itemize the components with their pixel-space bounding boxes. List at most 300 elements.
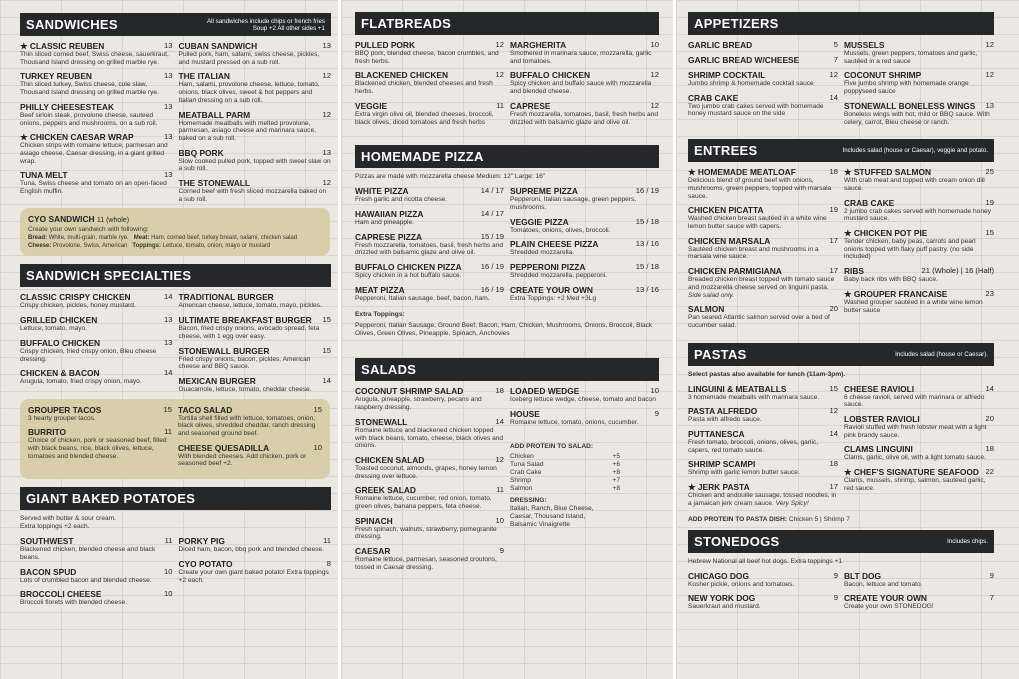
section-title: ENTREES (694, 143, 758, 159)
item-price: 17 (829, 266, 838, 276)
item-name: COCONUT SHRIMP SALAD (355, 386, 464, 397)
item-price: 18 (495, 386, 504, 396)
menu-item (355, 186, 504, 204)
item-name: STONEWALL (355, 416, 408, 427)
cyo-title (28, 214, 129, 226)
item-description: Homemade meatballs with melted provolone, parmesan, asiago cheese and marinara sauce, baked on a sub roll. (178, 119, 316, 142)
menu-item (179, 148, 332, 173)
menu-item (844, 414, 994, 439)
item-price: 13 (164, 132, 173, 142)
appetizers-right (844, 40, 994, 131)
item-note: Very Spicy! (775, 499, 809, 507)
protein-name: Chicken (510, 452, 534, 460)
item-price: 12 (829, 406, 838, 416)
item-description: Blackened chicken, blended cheeses and fresh herbs. (355, 80, 493, 96)
item-price: 13 (322, 41, 331, 50)
menu-item (688, 571, 838, 589)
item-name: ★ JERK PASTA (688, 482, 750, 493)
item-name: BROCCOLI CHEESE (20, 589, 102, 600)
menu-item (179, 292, 332, 310)
menu-item (844, 228, 994, 261)
item-description: Tortilla shell filled with lettuce, tomatoes, onion, black olives, shredded cheddar, ranch dressing and seasoned ground beef. (178, 414, 316, 438)
cyo-options-1 (28, 234, 322, 242)
item-price: 12 (985, 70, 994, 80)
item-price: 14 (164, 368, 173, 378)
sub-line: Served with butter & sour cream. (20, 515, 117, 523)
item-name: SPINACH (355, 515, 393, 526)
menu-item (20, 315, 173, 333)
item-description: Fried crispy onions, bacon, pickles, American cheese and BBQ sauce. (178, 355, 311, 371)
item-price: 14 (829, 429, 838, 439)
menu-item (688, 406, 838, 424)
item-description: BBQ pork, blended cheese, bacon crumbles, and fresh herbs. (355, 50, 499, 65)
item-description: Romaine lettuce, tomato, onions, cucumber. (510, 419, 639, 427)
item-price: 9 (989, 570, 994, 580)
section-header-stonedogs (688, 530, 994, 553)
item-price: 15 / 19 (480, 231, 504, 241)
item-name: SHRIMP SCAMPI (688, 459, 756, 470)
menu-item (355, 417, 504, 450)
item-price: 8 (326, 558, 331, 568)
item-price: 17 (829, 235, 838, 245)
item-name: CHICKEN PICATTA (688, 205, 764, 216)
item-description: Bacon, fried crispy onions, avocado spread, feta cheese, with 1 egg over easy. (178, 325, 320, 340)
item-description: 2 jumbo crab cakes served with homemade honey mustard sauce. (844, 207, 991, 223)
item-name: HOUSE (510, 409, 540, 420)
item-name: PASTA ALFREDO (688, 406, 758, 417)
item-price: 10 (495, 515, 504, 525)
item-description: Chicken strips with romaine lettuce, parmesan and asiago cheese, Caesar dressing, in a giant grilled wrap. (20, 142, 168, 165)
protein-price: +8 (612, 468, 620, 476)
section-title: SANDWICHES (26, 17, 118, 32)
item-name: GARLIC BREAD W/CHEESE (688, 55, 800, 65)
protein-option (510, 477, 620, 485)
flatbreads-right (510, 40, 659, 131)
item-description: Mussels, green peppers, tomatoes and garlic, sautéed in a red sauce (844, 50, 978, 65)
item-description: Clams, mussels, shrimp, salmon, sauteed garlic, red sauce. (844, 477, 986, 492)
menu-item (510, 70, 659, 95)
salad-protein-list (510, 453, 620, 493)
item-price: 16 / 19 (480, 262, 504, 272)
item-price: 7 (989, 593, 994, 603)
item-name: PULLED PORK (355, 40, 416, 50)
item-name: MARGHERITA (510, 40, 567, 50)
pastas-left (688, 384, 838, 513)
item-name: CHICAGO DOG (688, 570, 749, 581)
menu-item (355, 455, 504, 480)
item-name: ★ CHEF'S SIGNATURE SEAFOOD (844, 467, 979, 478)
item-name: BBQ PORK (178, 147, 224, 158)
item-description: Thin sliced corned beef, Swiss cheese, sauerkraut, Thousand Island dressing on grilled marble rye. (20, 51, 169, 66)
tacos-left (28, 405, 172, 474)
cyo-name: CYO SANDWICH (28, 214, 95, 225)
item-price: 15 (313, 404, 322, 414)
item-name: BURRITO (28, 427, 66, 438)
menu-item (688, 429, 838, 454)
section-note: Includes salad (house or Caesar), veggie and potato. (842, 147, 988, 155)
menu-item (844, 384, 994, 409)
item-description: Lettuce, tomato, mayo. (20, 325, 88, 333)
menu-item (355, 386, 504, 411)
menu-item (844, 40, 994, 65)
item-name: PLAIN CHEESE PIZZA (510, 239, 599, 250)
pastas-right (844, 384, 994, 513)
item-name: GRILLED CHICKEN (20, 315, 98, 326)
item-description: Tomatoes, onions, olives, broccoli. (510, 226, 611, 234)
protein-name: Shrimp (510, 476, 531, 484)
section-header-pastas (688, 343, 994, 366)
item-name: RIBS (844, 266, 865, 277)
item-description: Washed grouper sautéed in a white wine lemon butter sauce (844, 298, 983, 314)
item-name: ★ STUFFED SALMON (844, 167, 932, 178)
item-price: 13 / 16 (635, 239, 659, 249)
item-price: 9 (654, 409, 659, 419)
item-price: 19 (829, 205, 838, 215)
item-description: Pepperoni, Italian sausage, green peppers, mushrooms. (510, 196, 637, 211)
item-name: CHICKEN & BACON (20, 368, 100, 379)
item-name: SHRIMP COCKTAIL (688, 70, 766, 80)
item-price: 13 (164, 41, 173, 50)
item-name: NEW YORK DOG (688, 593, 756, 604)
menu-item (510, 40, 659, 65)
menu-item (355, 262, 504, 280)
pastas-subtitle: Select pastas also available for lunch (11am-3pm). (688, 370, 846, 378)
stonedogs-subtitle: Hebrew National all beef hot dogs. Extra toppings +1 (688, 557, 843, 565)
section-note: Includes chips. (947, 537, 988, 545)
sub-line: Extra toppings +2 each. (20, 523, 90, 531)
item-name: SUPREME PIZZA (510, 186, 578, 197)
item-description: Extra virgin olive oil, blended cheeses, broccoli, black olives, diced tomatoes and fresh herbs (355, 110, 494, 126)
note-line: All sandwiches include chips or french fries (207, 17, 325, 25)
menu-item (20, 102, 173, 127)
item-name: GREEK SALAD (355, 485, 416, 496)
menu-item (844, 167, 994, 192)
pizza-right (510, 186, 659, 307)
protein-price: +7 (612, 476, 620, 484)
section-header-potatoes (20, 487, 331, 510)
item-price: 12 (650, 100, 659, 110)
item-name: CUBAN SANDWICH (178, 41, 258, 51)
item-description: Thin sliced turkey, Swiss cheese, cole slaw, Thousand Island dressing on grilled marble rye. (20, 81, 159, 97)
item-description: Ham and pineapple. (355, 218, 415, 226)
item-name: ULTIMATE BREAKFAST BURGER (178, 315, 312, 326)
item-description: Tuna, Swiss cheese and tomato on an open-faced English muffin. (20, 180, 167, 196)
item-description: Crispy chicken, fried crispy onion, Bleu cheese dressing. (20, 347, 157, 363)
item-price: 13 (985, 100, 994, 110)
item-name: ★ GROUPER FRANCAISE (844, 288, 948, 299)
item-price: 5 (833, 40, 838, 49)
item-description: Broccoli florets with blended cheese. (20, 599, 128, 607)
cyo-sandwich-box (20, 208, 330, 256)
item-name: CAESAR (355, 546, 391, 557)
item-name: TACO SALAD (178, 404, 233, 415)
menu-item (178, 405, 322, 438)
specialties-right (179, 292, 332, 398)
item-price (328, 292, 331, 302)
item-description: Washed chicken breast sautéed in a white wine lemon butter sauce with capers. (688, 215, 827, 231)
salad-protein-title: ADD PROTEIN TO SALAD: (510, 442, 594, 450)
dressing-title: DRESSING: (510, 496, 547, 504)
menu-panel-left (0, 0, 338, 679)
item-description: 3 hearty grouper tacos. (28, 414, 96, 422)
menu-item (688, 236, 838, 261)
item-name: MUSSELS (844, 40, 885, 50)
menu-item (355, 232, 504, 257)
item-description: Lots of crumbled bacon and blended cheese. (20, 576, 152, 584)
item-name: GARLIC BREAD (688, 40, 753, 50)
item-price: 13 (164, 337, 173, 347)
item-description: Toasted coconut, almonds, grapes, honey lemon dressing over lettuce. (355, 464, 497, 480)
item-price: 12 (985, 40, 994, 49)
item-description: Ravioli stuffed with fresh lobster meat with a light pink brandy sauce. (844, 424, 987, 439)
pizza-left (355, 186, 504, 307)
item-name: CRAB CAKE (688, 92, 739, 103)
menu-item (510, 386, 659, 404)
item-price: 15 / 18 (635, 216, 659, 226)
item-name: CREATE YOUR OWN (510, 284, 593, 295)
item-name: LINGUINI & MEATBALLS (688, 383, 787, 394)
item-name: TRADITIONAL BURGER (178, 292, 274, 303)
menu-item (844, 571, 994, 589)
pasta-protein-values: Chicken 5 | Shrimp 7 (788, 515, 850, 523)
menu-item (179, 71, 332, 104)
menu-item (688, 55, 838, 65)
section-title: APPETIZERS (694, 16, 779, 31)
item-description: 6 cheese ravioli, served with marinara or alfredo sauce. (844, 393, 985, 409)
item-name: HAWAIIAN PIZZA (355, 208, 424, 219)
menu-item (510, 409, 659, 427)
sandwiches-right (179, 41, 332, 208)
item-name: CHICKEN SALAD (355, 454, 425, 465)
item-name: ★ CHICKEN CAESAR WRAP (20, 132, 134, 143)
item-price: 12 (322, 71, 331, 81)
item-price: 17 (829, 482, 838, 492)
item-description: Shredded mozzarella, pepperoni. (510, 272, 608, 280)
protein-option (510, 485, 620, 493)
section-header-entrees (688, 139, 994, 162)
item-price: 12 (829, 70, 838, 79)
item-name: SOUTHWEST (20, 536, 74, 547)
item-description: Fresh garlic and ricotta cheese. (355, 196, 447, 204)
menu-item (179, 41, 332, 66)
menu-item (355, 40, 504, 65)
item-price: 18 (829, 459, 838, 469)
item-description: Bacon, lettuce and tomato. (844, 580, 923, 588)
item-price: 16 / 19 (635, 186, 659, 196)
item-price: 10 (313, 442, 322, 452)
item-name: SALMON (688, 304, 725, 315)
protein-option (510, 469, 620, 477)
salads-right (510, 386, 659, 426)
toppings-label: Toppings: (132, 243, 161, 250)
menu-item (355, 70, 504, 95)
item-description: Create your own giant baked potato! Extra toppings +2 each. (178, 568, 329, 584)
item-name: GROUPER TACOS (28, 404, 102, 415)
section-title: STONEDOGS (694, 533, 780, 549)
item-price: 11 (164, 536, 173, 546)
item-description: Beef sirloin steak, provolone cheese, sauteed onions, peppers and mushrooms, on a sub roll. (20, 111, 158, 127)
item-name: CYO POTATO (178, 558, 233, 569)
item-price: 12 (495, 40, 504, 49)
item-note: Side salad only. (688, 291, 735, 299)
note-line: Soup +2 All other sides +1 (252, 24, 325, 32)
cyo-price: 11 (whole) (96, 217, 130, 225)
menu-item (844, 101, 994, 126)
item-price: 12 (322, 109, 331, 119)
protein-option (510, 453, 620, 461)
protein-option (510, 461, 620, 469)
item-name: BUFFALO CHICKEN PIZZA (355, 262, 462, 273)
extra-toppings-title: Extra Toppings: (355, 311, 405, 319)
pizza-subtitle: Pizzas are made with mozzarella cheese Medium: 12" Large: 16" (355, 173, 546, 181)
appetizers-left (688, 40, 838, 131)
meat-label: Meat: (133, 235, 150, 242)
menu-item (844, 593, 994, 611)
bread-value: White, multi-grain, marble rye. (48, 235, 129, 242)
item-description: Create your own STONEDOG! (844, 603, 934, 611)
item-price: 12 (650, 70, 659, 80)
menu-item (510, 217, 659, 235)
pasta-protein (688, 516, 994, 524)
stonedogs-left (688, 571, 838, 616)
menu-item (688, 482, 838, 507)
menu-item (20, 589, 173, 607)
item-name: PEPPERONI PIZZA (510, 262, 586, 273)
item-price: 9 (833, 593, 838, 603)
item-name: LOBSTER RAVIOLI (844, 414, 920, 425)
item-price: 10 (650, 386, 659, 396)
item-price: 7 (833, 55, 838, 64)
item-name: COCONUT SHRIMP (844, 70, 922, 81)
item-description: With crab meat and topped with cream onion dill sauce. (844, 177, 985, 192)
protein-name: Tuna Salad (510, 460, 544, 468)
item-name: CHEESE QUESADILLA (178, 442, 270, 453)
menu-item (844, 266, 994, 284)
item-description: Tender chicken, baby peas, carrots and pearl onions topped with flaky puff pastry. (no side included) (844, 238, 976, 261)
item-price: 12 (495, 70, 504, 80)
item-price: 13 / 16 (635, 284, 659, 294)
menu-item (355, 209, 504, 227)
protein-name: Salmon (510, 484, 533, 492)
item-price: 15 (322, 345, 331, 355)
cyo-subtitle: Create your own sandwich with following: (28, 226, 149, 234)
item-name: CHICKEN PARMIGIANA (688, 266, 782, 277)
item-description: Guacamole, lettuce, tomato, cheddar cheese. (178, 385, 312, 393)
item-name: BACON SPUD (20, 566, 77, 577)
item-name: BLT DOG (844, 570, 882, 581)
protein-price: +5 (612, 452, 620, 460)
protein-name: Crab Cake (510, 468, 542, 476)
item-price: 14 (985, 383, 994, 393)
item-name: BUFFALO CHICKEN (20, 337, 101, 348)
item-price: 11 (323, 536, 331, 546)
item-name: MEATBALL PARM (178, 109, 251, 120)
menu-item (20, 338, 173, 363)
item-description: Fresh tomato, broccoli, onions, olives, garlic, capers, red tomato sauce. (688, 439, 819, 454)
item-name: CHEESE RAVIOLI (844, 383, 915, 394)
item-price: 18 (985, 444, 994, 454)
menu-item (844, 198, 994, 223)
specialties-left (20, 292, 173, 398)
menu-item (688, 384, 838, 402)
item-description: Pasta with alfredo sauce. (688, 416, 762, 424)
item-description: American cheese, lettuce, tomato, mayo, pickles. (178, 302, 322, 310)
section-title: SANDWICH SPECIALTIES (26, 268, 192, 284)
item-description: Extra Toppings: +2 Med +3Lg (510, 294, 597, 302)
item-price: 15 (985, 228, 994, 238)
entrees-left (688, 167, 838, 334)
menu-item (844, 444, 994, 462)
item-price: 11 (164, 427, 172, 437)
item-price: 18 (829, 167, 838, 177)
cheese-value: Provolone, Swiss, American (53, 243, 128, 250)
item-name: LOADED WEDGE (510, 386, 580, 397)
section-header-salads (355, 358, 659, 381)
menu-item (179, 110, 332, 143)
menu-item (179, 559, 332, 584)
menu-item (688, 167, 838, 200)
menu-item (28, 405, 172, 423)
section-header-appetizers (688, 12, 994, 35)
item-description: Delicious blend of ground beef with onions, mushrooms, green peppers, topped with marsala sauce. (688, 177, 832, 200)
section-header-flatbreads (355, 12, 659, 35)
menu-item (688, 304, 838, 329)
item-name: ★ HOMEMADE MEATLOAF (688, 167, 796, 178)
item-name: PORKY PIG (178, 536, 225, 547)
section-header-sandwiches (20, 13, 331, 36)
item-description: Sauerkraut and mustard. (688, 603, 761, 611)
item-price: 12 (322, 178, 331, 188)
item-name: MEXICAN BURGER (178, 375, 256, 386)
dressing-list: Italian, Ranch, Blue Cheese, Caesar, Thousand Island, Balsamic Vinaigrette (510, 504, 594, 528)
item-name: BUFFALO CHICKEN (510, 70, 591, 81)
protein-price: +6 (612, 460, 620, 468)
section-title: SALADS (361, 362, 417, 378)
item-name: PHILLY CHEESESTEAK (20, 101, 115, 112)
item-description: 3 homemade meatballs with marinara sauce. (688, 393, 820, 401)
item-price: 13 (322, 147, 331, 157)
item-description: Fresh spinach, walnuts, strawberry, pomegranite dressing. (355, 525, 497, 541)
item-description: Breaded chicken breast topped with tomato sauce and mozzarella cheese served on linguini pasta. (688, 276, 835, 291)
item-description: Iceberg lettuce wedge, cheese, tomato and bacon (510, 396, 656, 404)
item-description: Clams, garlic, olive oil, with a light tomato sauce. (844, 454, 986, 462)
item-price: 14 (164, 292, 173, 302)
menu-item (20, 368, 173, 386)
item-description: Pan seared Atlantic salmon served over a bed of cucumber salad. (688, 314, 830, 329)
item-description: Boneless wings with hot, mild or BBQ sauce. With celery, carrot, Bleu cheese or ranch. (844, 110, 990, 126)
item-price: 13 (164, 101, 173, 111)
potatoes-subtitle (20, 515, 331, 531)
item-price: 9 (499, 546, 504, 556)
item-name: THE ITALIAN (178, 71, 230, 82)
item-name: CAPRESE (510, 100, 551, 111)
menu-item (688, 459, 838, 477)
item-description: Jumbo shrimp & homemade cocktail sauce (688, 80, 814, 87)
item-description: Slow cooked pulled pork, topped with sweet slaw on a sub roll. (178, 157, 331, 173)
item-description: Choice of chicken, pork or seasoned beef, filled with black beans, rice, black olives, lettuce, tomatoes and blended cheese. (28, 437, 167, 460)
menu-item (510, 239, 659, 257)
item-description: With blended cheeses. Add chicken, pork or seasoned beef +2. (178, 452, 307, 468)
item-name: CRAB CAKE (844, 197, 895, 208)
item-name: CAPRESE PIZZA (355, 231, 423, 242)
menu-item (20, 567, 173, 585)
item-name: STONEWALL BURGER (178, 345, 270, 356)
menu-item (355, 101, 504, 126)
pasta-protein-label: ADD PROTEIN TO PASTA DISH: (688, 515, 788, 523)
item-name: CHICKEN MARSALA (688, 235, 771, 246)
item-price: 20 (829, 304, 838, 314)
item-description: Arugula, pineapple, strawberry, pecans and raspberry dressing. (355, 396, 482, 412)
